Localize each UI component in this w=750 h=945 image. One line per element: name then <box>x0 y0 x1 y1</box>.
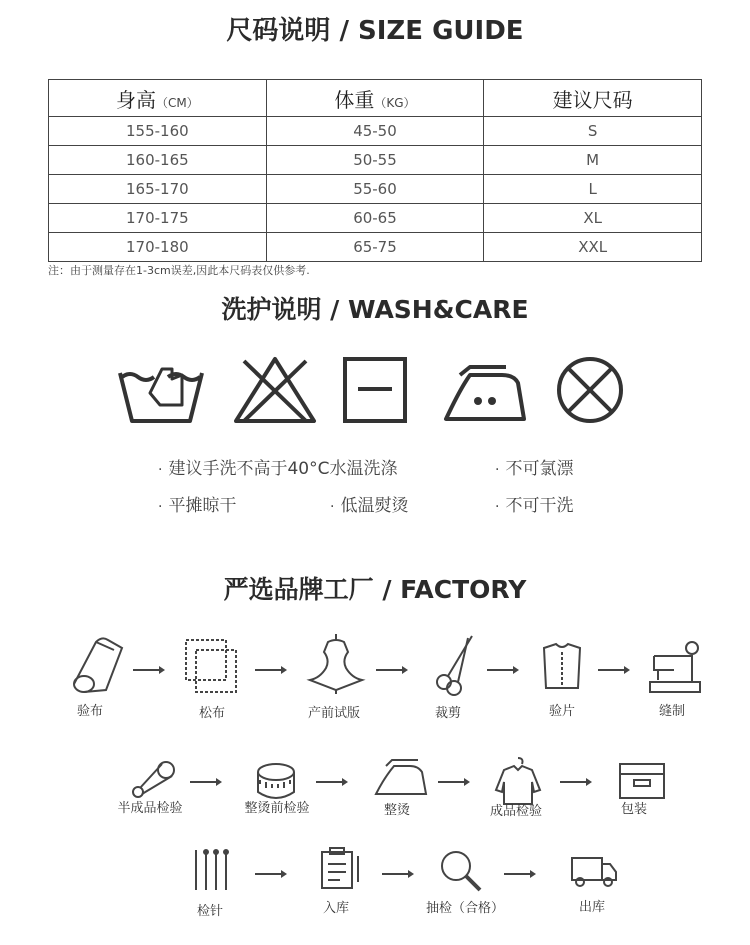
step-label: 成品检验 <box>489 804 542 819</box>
wash-item-hand-wash: · 建议手洗不高于40°C水温洗涤 <box>158 459 398 479</box>
arrow-icon <box>255 665 289 675</box>
table-row: 170-175 60-65 XL <box>49 204 702 233</box>
no-bleach-icon <box>230 355 320 425</box>
height-header: 身高（CM） <box>49 80 267 117</box>
size-header: 建议尺码 <box>484 80 702 117</box>
arrow-icon <box>598 665 632 675</box>
step-label: 抽检（合格） <box>425 901 504 916</box>
sewing-machine-icon <box>644 636 704 698</box>
size-note: 注：由于测量存在1-3cm误差,因此本尺码表仅供参考. <box>48 264 310 277</box>
step-label: 裁剪 <box>434 706 461 721</box>
table-row: 160-165 50-55 M <box>49 146 702 175</box>
wash-item-low-iron: · 低温熨烫 <box>330 496 409 516</box>
step-label: 出库 <box>578 900 605 915</box>
arrow-icon <box>487 665 521 675</box>
arrow-icon <box>382 869 416 879</box>
table-row: 165-170 55-60 L <box>49 175 702 204</box>
step-label: 缝制 <box>658 704 685 719</box>
arrow-icon <box>190 777 224 787</box>
garment-piece-icon <box>532 640 592 702</box>
needles-icon <box>190 846 250 908</box>
arrow-icon <box>504 869 538 879</box>
step-label: 验片 <box>548 704 575 719</box>
step-label: 验布 <box>76 704 103 719</box>
no-dry-clean-icon <box>545 355 635 425</box>
step-label: 松布 <box>198 706 225 721</box>
wash-item-no-bleach: · 不可氯漂 <box>495 459 574 479</box>
wash-item-no-dry-clean: · 不可干洗 <box>495 496 574 516</box>
arrow-icon <box>560 777 594 787</box>
step-label: 半成品检验 <box>117 801 183 816</box>
step-label: 包装 <box>620 802 647 817</box>
fabric-roll-icon <box>68 634 128 696</box>
low-iron-icon <box>440 355 530 425</box>
table-row: 170-180 65-75 XXL <box>49 233 702 262</box>
dress-form-icon <box>306 632 366 694</box>
hand-wash-icon <box>116 355 206 425</box>
step-label: 产前试版 <box>307 706 360 721</box>
scissors-icon <box>432 634 492 696</box>
arrow-icon <box>255 869 289 879</box>
size-table-header <box>49 80 702 117</box>
arrow-icon <box>316 777 350 787</box>
table-row: 155-160 45-50 S <box>49 117 702 146</box>
arrow-icon <box>376 665 410 675</box>
wash-item-dry-flat: · 平摊晾干 <box>158 496 237 516</box>
dry-flat-icon <box>330 355 420 425</box>
size-guide-title: 尺码说明 / SIZE GUIDE <box>226 16 524 46</box>
step-label: 整烫 <box>383 803 410 818</box>
arrow-icon <box>133 665 167 675</box>
fabric-sheets-icon <box>182 636 242 698</box>
step-label: 整烫前检验 <box>244 801 310 816</box>
step-label: 检针 <box>196 904 223 919</box>
factory-title: 严选品牌工厂 / FACTORY <box>223 575 527 604</box>
step-label: 入库 <box>322 901 349 916</box>
arrow-icon <box>438 777 472 787</box>
size-table <box>48 79 702 262</box>
wash-care-title: 洗护说明 / WASH&CARE <box>221 295 529 324</box>
weight-header: 体重（KG） <box>266 80 484 117</box>
